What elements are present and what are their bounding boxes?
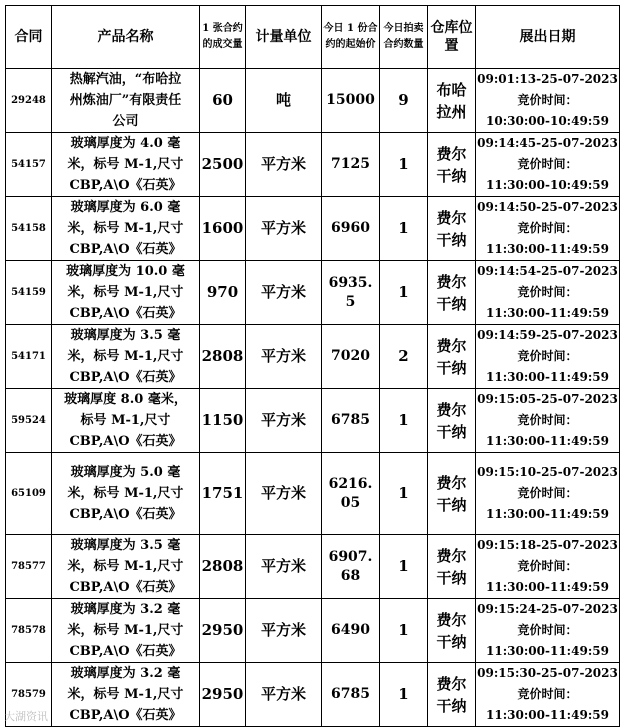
header-row [6, 6, 620, 69]
contract-cell: 78578 [6, 599, 52, 663]
contract-cell: 65109 [6, 453, 52, 535]
auction-table [5, 5, 620, 727]
count-cell: 1 [380, 197, 428, 261]
date-cell [476, 133, 620, 197]
product-cell-line: 玻璃厚度为 3.2 毫 [70, 666, 181, 681]
warehouse-cell-line: 干纳 [436, 358, 467, 377]
product-cell-line: CBP,A\O《石英》 [69, 370, 182, 385]
product-cell-line: 玻璃厚度为 10.0 毫 [66, 264, 185, 279]
price-cell [322, 599, 380, 663]
unit-cell: 平方米 [246, 453, 322, 535]
header-product: 产品名称 [52, 6, 200, 69]
warehouse-cell-line: 干纳 [436, 696, 467, 715]
contract-cell: 54171 [6, 325, 52, 389]
count-cell: 1 [380, 133, 428, 197]
product-cell [52, 197, 200, 261]
price-cell-line: 15000 [326, 92, 375, 108]
product-cell-line: 玻璃厚度为 5.0 毫 [70, 465, 181, 480]
table-row [6, 389, 620, 453]
date-cell-line: 竞价时间： [517, 623, 578, 637]
date-cell [476, 389, 620, 453]
date-cell-line: 09:14:54-25-07-2023 [477, 264, 618, 278]
count-cell: 9 [380, 69, 428, 133]
contract-cell: 29248 [6, 69, 52, 133]
date-cell-line: 11:30:00-11:49:59 [486, 434, 609, 448]
warehouse-cell [428, 69, 476, 133]
date-cell [476, 197, 620, 261]
product-cell [52, 69, 200, 133]
warehouse-cell [428, 599, 476, 663]
price-cell-line: 6907. [328, 548, 373, 565]
header-warehouse: 仓库位置 [428, 6, 476, 69]
warehouse-cell [428, 325, 476, 389]
product-cell-line: 玻璃厚度为 3.5 毫 [70, 328, 181, 343]
warehouse-cell-line: 干纳 [436, 166, 467, 185]
unit-cell: 平方米 [246, 663, 322, 727]
table-row [6, 663, 620, 727]
volume-cell: 60 [200, 69, 246, 133]
product-cell [52, 599, 200, 663]
warehouse-cell-line: 费尔 [436, 336, 467, 355]
date-cell-line: 11:30:00-11:49:59 [486, 644, 609, 658]
count-cell: 1 [380, 535, 428, 599]
contract-cell: 59524 [6, 389, 52, 453]
price-cell [322, 133, 380, 197]
table-row [6, 535, 620, 599]
product-cell-line: CBP,A\O《石英》 [69, 306, 182, 321]
product-cell-line: 米，标号 M-1,尺寸 [67, 285, 184, 300]
warehouse-cell-line: 费尔 [436, 208, 467, 227]
header-date: 展出日期 [476, 6, 620, 69]
date-cell-line: 10:30:00-10:49:59 [486, 114, 609, 128]
price-cell-line: 6216. [328, 475, 373, 492]
date-cell-line: 11:30:00-10:49:59 [486, 178, 609, 192]
warehouse-cell-line: 干纳 [436, 632, 467, 651]
header-count: 今日拍卖合约数量 [380, 6, 428, 69]
date-cell-line: 09:01:13-25-07-2023 [477, 72, 618, 86]
product-cell-line: 玻璃厚度为 3.2 毫 [70, 602, 181, 617]
date-cell-line: 11:30:00-11:49:59 [486, 242, 609, 256]
date-cell-line: 09:14:50-25-07-2023 [477, 200, 618, 214]
warehouse-cell-line: 费尔 [436, 272, 467, 291]
warehouse-cell-line: 费尔 [436, 674, 467, 693]
price-cell [322, 69, 380, 133]
price-cell [322, 389, 380, 453]
date-cell-line: 竞价时间： [517, 349, 578, 363]
contract-cell: 78579 [6, 663, 52, 727]
unit-cell: 平方米 [246, 389, 322, 453]
table-row [6, 325, 620, 389]
header-contract: 合同 [6, 6, 52, 69]
contract-cell: 78577 [6, 535, 52, 599]
date-cell-line: 竞价时间： [517, 157, 578, 171]
date-cell-line: 11:30:00-11:49:59 [486, 370, 609, 384]
date-cell [476, 325, 620, 389]
unit-cell: 吨 [246, 69, 322, 133]
table-body [6, 69, 620, 727]
date-cell-line: 11:30:00-11:49:59 [486, 708, 609, 722]
count-cell: 2 [380, 325, 428, 389]
warehouse-cell [428, 663, 476, 727]
count-cell: 1 [380, 599, 428, 663]
price-cell [322, 535, 380, 599]
price-cell-line: 68 [340, 567, 361, 584]
date-cell-line: 09:15:05-25-07-2023 [477, 392, 618, 406]
warehouse-cell [428, 261, 476, 325]
product-cell-line: 玻璃厚度为 6.0 毫 [70, 200, 181, 215]
product-cell-line: 热解汽油，“布哈拉 [69, 72, 182, 87]
date-cell [476, 535, 620, 599]
date-cell [476, 453, 620, 535]
price-cell-line: 6960 [331, 220, 370, 236]
date-cell-line: 11:30:00-11:49:59 [486, 306, 609, 320]
product-cell-line: 州炼油厂”有限责任 [69, 93, 182, 108]
price-cell-line: 6490 [331, 622, 370, 638]
unit-cell: 平方米 [246, 535, 322, 599]
product-cell-line: 米，标号 M-1,尺寸 [67, 559, 184, 574]
product-cell [52, 453, 200, 535]
header-price: 今日 1 份合约的起始价 [322, 6, 380, 69]
price-cell [322, 325, 380, 389]
volume-cell: 1600 [200, 197, 246, 261]
product-cell-line: CBP,A\O《石英》 [69, 708, 182, 723]
volume-cell: 1150 [200, 389, 246, 453]
price-cell-line: 7125 [331, 156, 370, 172]
date-cell-line: 竞价时间： [517, 221, 578, 235]
volume-cell: 2808 [200, 535, 246, 599]
date-cell-line: 09:14:45-25-07-2023 [477, 136, 618, 150]
volume-cell: 2500 [200, 133, 246, 197]
header-volume: 1 张合约的成交量 [200, 6, 246, 69]
date-cell [476, 599, 620, 663]
date-cell [476, 663, 620, 727]
warehouse-cell-line: 干纳 [436, 495, 467, 514]
price-cell [322, 197, 380, 261]
product-cell-line: CBP,A\O《石英》 [69, 242, 182, 257]
product-cell-line: CBP,A\O《石英》 [69, 434, 182, 449]
date-cell-line: 11:30:00-11:49:59 [486, 507, 609, 521]
date-cell-line: 竞价时间： [517, 413, 578, 427]
price-cell-line: 05 [340, 494, 361, 511]
product-cell-line: 标号 M-1,尺寸 [80, 413, 171, 428]
price-cell-line: 6935. [328, 274, 373, 291]
table-row [6, 261, 620, 325]
contract-cell: 54159 [6, 261, 52, 325]
table-row [6, 69, 620, 133]
product-cell-line: 米，标号 M-1,尺寸 [67, 623, 184, 638]
volume-cell: 2950 [200, 663, 246, 727]
date-cell-line: 竞价时间： [517, 559, 578, 573]
product-cell-line: 米，标号 M-1,尺寸 [67, 687, 184, 702]
table-row [6, 599, 620, 663]
volume-cell: 1751 [200, 453, 246, 535]
warehouse-cell-line: 费尔 [436, 610, 467, 629]
header-unit: 计量单位 [246, 6, 322, 69]
volume-cell: 2808 [200, 325, 246, 389]
unit-cell: 平方米 [246, 133, 322, 197]
count-cell: 1 [380, 663, 428, 727]
product-cell-line: CBP,A\O《石英》 [69, 178, 182, 193]
product-cell [52, 325, 200, 389]
price-cell [322, 663, 380, 727]
product-cell-line: 米，标号 M-1,尺寸 [67, 221, 184, 236]
table-row [6, 197, 620, 261]
warehouse-cell-line: 干纳 [436, 422, 467, 441]
table-row [6, 133, 620, 197]
product-cell [52, 261, 200, 325]
price-cell-line: 6785 [331, 686, 370, 702]
warehouse-cell-line: 费尔 [436, 144, 467, 163]
warehouse-cell-line: 干纳 [436, 294, 467, 313]
unit-cell: 平方米 [246, 197, 322, 261]
product-cell [52, 389, 200, 453]
unit-cell: 平方米 [246, 325, 322, 389]
contract-cell: 54158 [6, 197, 52, 261]
product-cell-line: 米，标号 M-1,尺寸 [67, 486, 184, 501]
warehouse-cell [428, 133, 476, 197]
date-cell-line: 09:15:10-25-07-2023 [477, 465, 618, 479]
product-cell-line: 玻璃厚度为 4.0 毫 [70, 136, 181, 151]
unit-cell: 平方米 [246, 261, 322, 325]
warehouse-cell [428, 535, 476, 599]
product-cell-line: 公司 [112, 114, 139, 129]
warehouse-cell-line: 干纳 [436, 568, 467, 587]
price-cell [322, 261, 380, 325]
product-cell-line: CBP,A\O《石英》 [69, 507, 182, 522]
warehouse-cell-line: 拉州 [436, 102, 467, 121]
date-cell-line: 竞价时间： [517, 93, 578, 107]
product-cell-line: 玻璃厚度为 3.5 毫 [70, 538, 181, 553]
date-cell [476, 261, 620, 325]
product-cell-line: 米，标号 M-1,尺寸 [67, 349, 184, 364]
table-row [6, 453, 620, 535]
warehouse-cell-line: 费尔 [436, 546, 467, 565]
date-cell-line: 11:30:00-11:49:59 [486, 580, 609, 594]
warehouse-cell-line: 费尔 [436, 400, 467, 419]
date-cell-line: 竞价时间： [517, 486, 578, 500]
warehouse-cell [428, 389, 476, 453]
warehouse-cell-line: 费尔 [436, 473, 467, 492]
product-cell [52, 535, 200, 599]
price-cell-line: 7020 [331, 348, 370, 364]
date-cell-line: 竞价时间： [517, 687, 578, 701]
watermark: 大湖资讯 [4, 710, 48, 723]
warehouse-cell-line: 干纳 [436, 230, 467, 249]
product-cell-line: CBP,A\O《石英》 [69, 644, 182, 659]
product-cell-line: 米，标号 M-1,尺寸 [67, 157, 184, 172]
price-cell [322, 453, 380, 535]
count-cell: 1 [380, 389, 428, 453]
date-cell-line: 09:15:24-25-07-2023 [477, 602, 618, 616]
date-cell [476, 69, 620, 133]
volume-cell: 970 [200, 261, 246, 325]
contract-cell: 54157 [6, 133, 52, 197]
price-cell-line: 5 [345, 293, 356, 310]
price-cell-line: 6785 [331, 412, 370, 428]
product-cell [52, 663, 200, 727]
warehouse-cell [428, 197, 476, 261]
date-cell-line: 竞价时间： [517, 285, 578, 299]
count-cell: 1 [380, 453, 428, 535]
date-cell-line: 09:14:59-25-07-2023 [477, 328, 618, 342]
product-cell [52, 133, 200, 197]
volume-cell: 2950 [200, 599, 246, 663]
warehouse-cell [428, 453, 476, 535]
product-cell-line: 玻璃厚度 8.0 毫米， [64, 392, 187, 407]
warehouse-cell-line: 布哈 [436, 80, 467, 99]
unit-cell: 平方米 [246, 599, 322, 663]
product-cell-line: CBP,A\O《石英》 [69, 580, 182, 595]
date-cell-line: 09:15:18-25-07-2023 [477, 538, 618, 552]
date-cell-line: 09:15:30-25-07-2023 [477, 666, 618, 680]
count-cell: 1 [380, 261, 428, 325]
